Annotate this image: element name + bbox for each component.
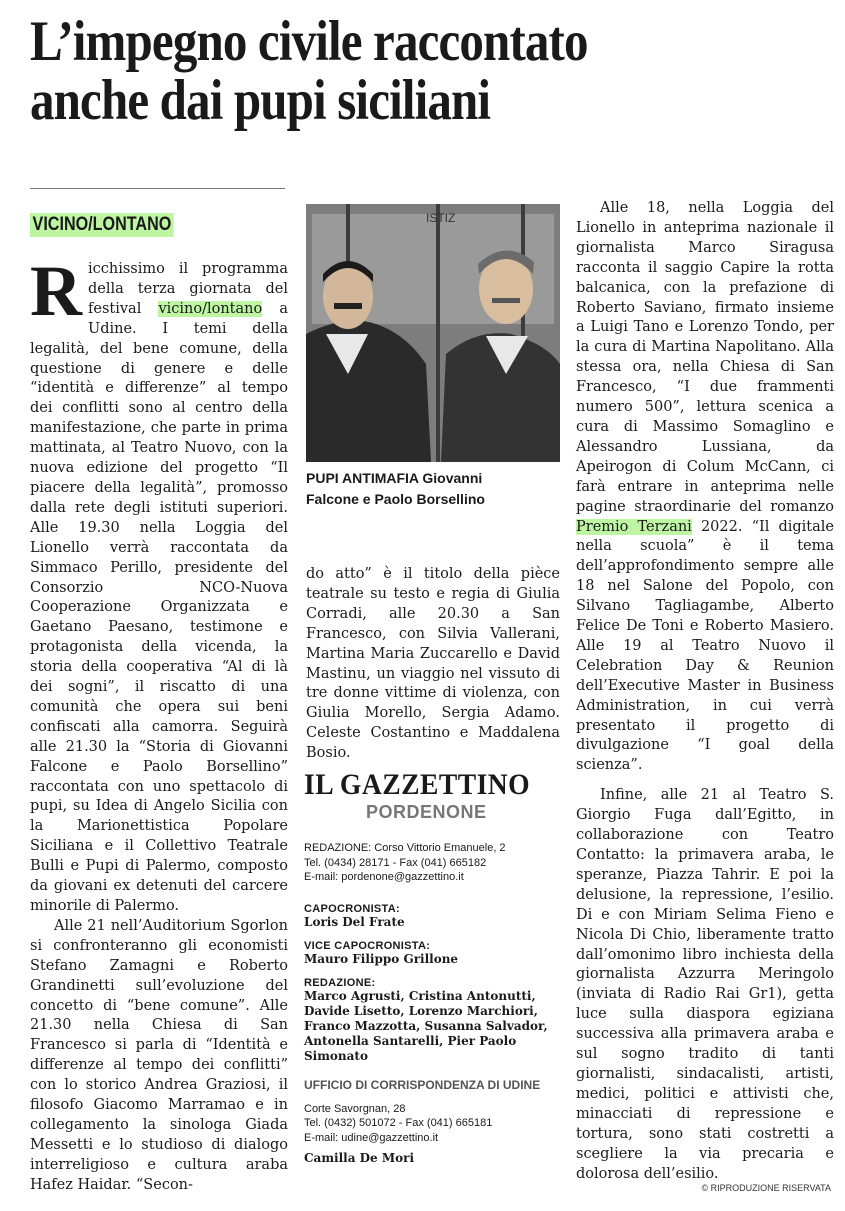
ufficio-udine-label: UFFICIO DI CORRISPONDENZA DI UDINE [304,1077,541,1092]
article-text: 2022. “Il digitale nella scuola” è il tema dell’approfondimento sempre alle 18 nel Salone del Popolo, con Silvano Tagliagambe, Alberto Felice De Toni e Roberto Masiero. Alle 19 al Teatro Nuovo il Celebration Day & Reunion dell’Executive Master in Business Administration, in cui verrà presentato il progetto di divulgazione “I goal della scienza”. [576,518,834,774]
copyright-notice: © RIPRODUZIONE RISERVATA [701,1183,831,1193]
caption-line-2: Falcone e Paolo Borsellino [306,491,485,507]
photo-caption [306,468,560,510]
article-paragraph-4 [576,199,834,776]
redazione-email: E-mail: pordenone@gazzettino.it [304,871,464,883]
article-column-1 [30,251,288,1196]
capocronista-label: CAPOCRONISTA: [304,902,400,915]
article-text: icchissimo il programma della terza giornata del festival [88,261,288,317]
edition-name: PORDENONE [366,802,487,822]
highlighted-term: Premio Terzani [576,518,692,535]
vice-capocronista-label: VICE CAPOCRONISTA: [304,939,431,952]
redazione-staff-label: REDAZIONE: [304,976,376,989]
article-text: Alle 18, nella Loggia del Lionello in anteprima nazionale il giornalista Marco Siragusa racconta il saggio Capire la rotta balcanica, con la prefazione di Roberto Saviano, firmato insieme a Luigi Tano e Lorenzo Tondo, per la cura di Martina Napolitano. Alla stessa ora, nella Chiesa di San Francesco, “I due frammenti numero 500”, lettura scenica a cura di Massimo Somaglino e Alessandro Lussiana, da Apeirogon di Colum McCann, ci farà entrare in anteprima nelle pagine straordinarie del romanzo [576,200,834,515]
vice-capocronista-name: Mauro Filippo Grillone [304,951,459,966]
newspaper-logo: IL GAZZETTINO [304,768,531,801]
headline [30,12,718,130]
redazione-address [304,841,566,856]
ufficio-email: E-mail: udine@gazzettino.it [304,1131,439,1144]
article-column-3 [576,199,834,1184]
rubric-rule [30,188,285,189]
redazione-staff-names: Marco Agrusti, Cristina Antonutti, Davide Lisetto, Lorenzo Marchiori, Franco Mazzotta, Susanna Salvador, Antonella Santarelli, Pier Paolo Simonato [304,988,548,1063]
puppets-illustration [306,204,560,462]
drop-cap: R [30,251,82,331]
photo-pupi-antimafia [306,204,560,462]
redazione-label: REDAZIONE: [304,842,372,854]
redazione-phone: Tel. (0434) 28171 - Fax (041) 665182 [304,856,487,869]
redazione-address-text: Corso Vittorio Emanuele, 2 [371,842,506,854]
caption-line-1: PUPI ANTIMAFIA Giovanni [306,470,483,486]
svg-text:ISTIZ: ISTIZ [426,211,456,225]
article-paragraph-1 [30,251,288,917]
capocronista-name: Loris Del Frate [304,914,405,929]
article-text: a Udine. I temi della legalità, del bene comune, della questione di genere e delle “identità e differenze” al tempo dei conflitti sono al centro della manifestazione, che parte in prima mattinata, al Teatro Nuovo, con la nuova edizione del progetto “Il piacere della legalità”, promosso dalla rete degli istituti superiori. Alle 19.30 nella Loggia del Lionello verrà raccontata da Simmaco Perillo, presidente del Consorzio NCO-Nuova Cooperazione Organizzata e Gaetano Paesano, testimone e protagonista della vicenda, la storia della cooperativa “Al di là dei sogni”, il riscatto di una comunità che opera sui beni confiscati alla camorra. Seguirà alle 21.30 la “Storia di Giovanni Falcone e Paolo Borsellino” raccontata con uno spettacolo di pupi, su Idea di Angelo Sicilia con la Marionettistica Popolare Siciliana e il Collettivo Teatrale Bulli e Pupi di Palermo, composto da giovani ex detenuti del carcere minorile di Palermo. [30,300,288,914]
headline-line-2: anche dai pupi siciliani [30,69,491,132]
article-paragraph-2: Alle 21 nell’Auditorium Sgorlon si confronteranno gli economisti Stefano Zamagni e Roberto Grandinetti sull’evoluzione del concetto di “bene comune”. Alle 21.30 nella Chiesa di San Francesco si parla di “Identità e differenze al tempo dei conflitti” con lo storico Andrea Graziosi, il filosofo Giacomo Marramao e in collegamento la sinologa Giada Messetti e lo studioso di dialogo interreligioso e cultura araba Hafez Haidar. “Secon- [30,917,288,1193]
ufficio-phone: Tel. (0432) 501072 - Fax (041) 665181 [304,1117,493,1129]
article-column-2 [306,565,560,764]
article-paragraph-5: Infine, alle 21 al Teatro S. Giorgio Fuga dall’Egitto, in collaborazione con Teatro Contatto: la primavera araba, le speranze, Piazza Tahrir. E poi la delusione, la repressione, l’esilio. Di e con Miriam Selima Fieno e Nicola Di Chio, liberamente tratto dall’omonimo libro inchiesta della giornalista Azzurra Meringolo (inviata di Radio Rai Gr1), getta luce sulla diaspora egiziana successiva alla primavera araba e sul sogno tradito di tanti giornalisti, sindacalisti, artisti, medici, politici e attivisti che, minacciati di repressione e tortura, sono stati costretti a scegliere la via precaria e dolorosa dell’esilio. [576,787,834,1182]
headline-line-1: L’impegno civile raccontato [30,10,588,73]
ufficio-name: Camilla De Mori [304,1151,415,1165]
article-paragraph-3: do atto” è il titolo della pièce teatrale su testo e regia di Giulia Corradi, alle 20.30 a San Francesco, con Silvia Vallerani, Martina Maria Zuccarello e David Mastinu, un viaggio nel vissuto di tre donne vittime di violenza, con Giulia Morello, Sergia Adamo. Celeste Costantino e Maddalena Bosio. [306,566,560,762]
highlighted-term: vicino/lontano [158,300,263,317]
ufficio-address: Corte Savorgnan, 28 [304,1102,406,1115]
rubric-label: VICINO/LONTANO [30,213,174,237]
masthead-box [304,770,566,1166]
